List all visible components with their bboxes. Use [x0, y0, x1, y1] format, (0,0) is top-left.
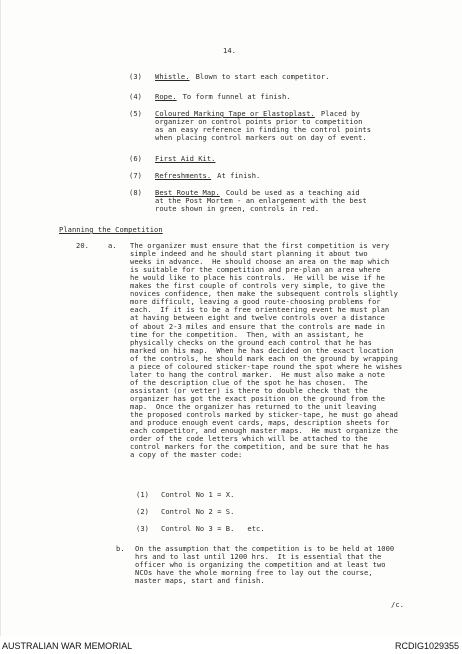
paragraph-line: of about 2-3 miles and ensure that the controls are made in — [130, 321, 385, 331]
paragraph-number: 20. — [76, 241, 89, 250]
item-text: organizer on control points prior to competition — [155, 117, 363, 127]
code-number: (1) — [136, 490, 149, 499]
paragraph-line: each competitor, and enough master maps. He must organize the — [130, 426, 398, 436]
page-number: 14. — [223, 46, 236, 55]
subparagraph-label-a: a. — [108, 241, 117, 250]
item-title: Coloured Marking Tape or Elastoplast. — [155, 109, 315, 118]
paragraph-line: later to hang the control marker. He must also make a note — [130, 369, 385, 379]
item-number: (8) — [129, 188, 142, 197]
paragraph-line: novices confidence, then make the subsequent controls slightly — [130, 289, 398, 299]
paragraph-line: organizer has got the exact position on the ground from the — [130, 393, 385, 403]
paragraph-line: officer who is organizing the competition and at least two — [135, 560, 386, 570]
paragraph-line: order of the code letters which will be attached to the — [130, 434, 368, 444]
item-title: Refreshments. — [155, 171, 212, 180]
item-text: Could be used as a teaching aid — [225, 188, 360, 197]
paragraph-line: a piece of coloured sticker-tape round the spot where he wishes — [130, 361, 403, 371]
item-title: First Aid Kit. — [155, 154, 216, 163]
paragraph-line: he would like to place his controls. He will be wise if he — [130, 273, 385, 283]
paragraph-line: simple indeed and he should start planning it about two — [130, 249, 368, 259]
continuation-marker: /c. — [391, 600, 404, 609]
item-text: when placing control markers out on day of event. — [155, 133, 367, 143]
item-text: To form funnel at finish. — [182, 92, 291, 101]
item-number: (7) — [129, 171, 142, 180]
paragraph-line: NCOs have the whole morning free to lay out the course, — [135, 568, 373, 578]
paragraph-line: map. Once the organizer has returned to the unit leaving — [130, 402, 377, 411]
code-number: (3) — [136, 524, 149, 533]
item-title: Best Route Map. — [155, 188, 220, 197]
paragraph-line: assistant (or vetter) is there to double check that the — [130, 385, 368, 395]
item-number: (5) — [129, 109, 142, 118]
paragraph-line: The organizer must ensure that the first competition is very — [130, 241, 390, 250]
item-text: at the Post Mortem - an enlargement with the best — [155, 196, 367, 206]
section-heading: Planning the Competition — [59, 225, 163, 234]
code-text: Control No 1 = X. — [161, 490, 235, 499]
code-text: Control No 3 = B. etc. — [161, 524, 265, 533]
code-number: (2) — [136, 507, 149, 516]
paragraph-line: more difficult, leaving a good route-choosing problems for — [130, 297, 381, 307]
paragraph-line: marked on his map. When he has decided on the exact location — [130, 345, 394, 355]
paragraph-line: at having between eight and twelve controls over a distance — [130, 313, 385, 323]
paragraph-line: is suitable for the competition and pre-plan an area where — [130, 265, 381, 275]
item-number: (4) — [129, 92, 142, 101]
item-text: as an easy reference in finding the control points — [155, 125, 372, 135]
paragraph-line: weeks in advance. He should choose an area on the map which — [130, 257, 390, 267]
archive-footer — [0, 640, 462, 654]
item-title: Whistle. — [155, 72, 190, 81]
footer-institution: AUSTRALIAN WAR MEMORIAL — [2, 641, 133, 651]
item-number: (3) — [129, 72, 142, 81]
paragraph-line: physically checks on the ground each control that he has — [130, 337, 372, 347]
subparagraph-label-b: b. — [116, 544, 125, 553]
item-text: route shown in green, controls in red. — [155, 204, 320, 214]
paragraph-line: master maps, start and finish. — [135, 576, 265, 586]
paragraph-line: a copy of the master code: — [130, 450, 243, 460]
paragraph-line: time for the competition. Then, with an assistant, he — [130, 329, 364, 339]
item-number: (6) — [129, 154, 142, 163]
paragraph-line: each. If it is to be a free orienteering event he must plan — [130, 305, 390, 315]
code-text: Control No 2 = S. — [161, 507, 235, 516]
item-text: Blown to start each competitor. — [195, 72, 330, 81]
paragraph-line: of the controls, he should mark each on the ground by wrapping — [130, 353, 398, 363]
paragraph-line: of the description clue of the spot he has chosen. The — [130, 377, 368, 387]
paragraph-line: the proposed controls marked by sticker-tape, he must go ahead — [130, 410, 398, 420]
paragraph-line: and produce enough event cards, maps, description sheets for — [130, 418, 390, 428]
item-text: Placed by — [320, 109, 360, 118]
item-text: At finish. — [217, 171, 261, 180]
paragraph-line: makes the first couple of controls very simple, to give the — [130, 281, 385, 291]
paragraph-line: On the assumption that the competition is to be held at 1000 — [135, 544, 395, 553]
item-title: Rope. — [155, 92, 177, 101]
paragraph-line: hrs and to last until 1200 hrs. It is essential that the — [135, 552, 382, 562]
paragraph-line: control markers for the competition, and be sure that he has — [130, 442, 390, 452]
footer-record-id: RCDIG1029355 — [394, 641, 459, 651]
